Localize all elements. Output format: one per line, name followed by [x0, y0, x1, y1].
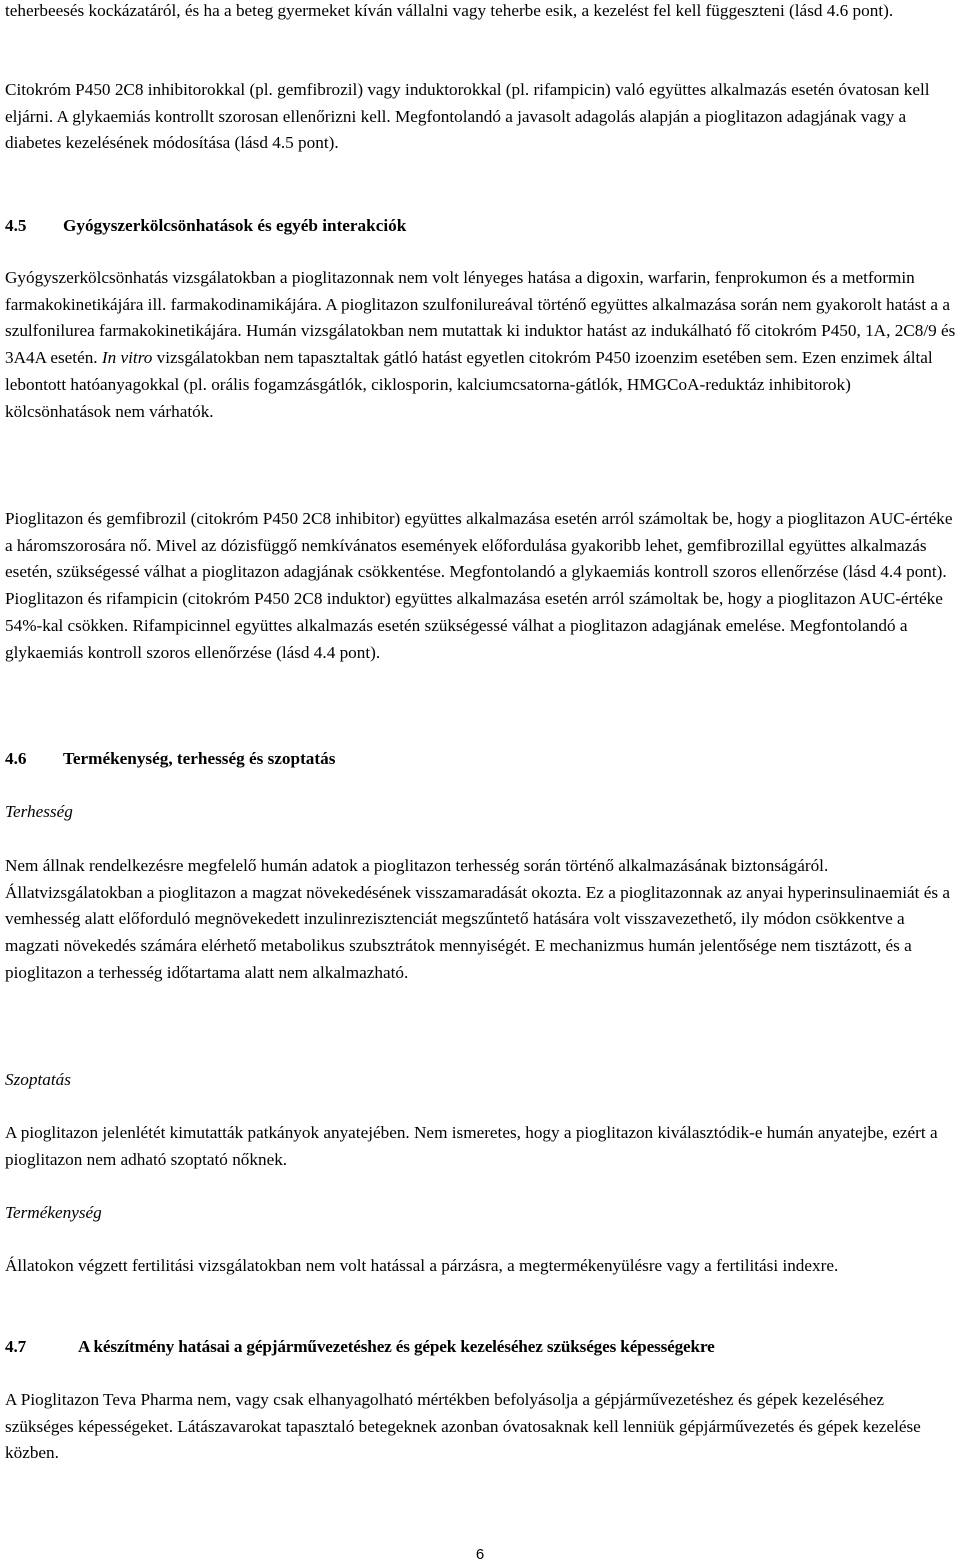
section-4-6-paragraph-3 [5, 1253, 957, 1280]
paragraph-text: Állatokon végzett fertilitási vizsgálatokban nem volt hatással a párzásra, a megtermékenyülésre vagy a fertilitási indexre. [5, 1256, 839, 1275]
page-number: 6 [475, 1546, 485, 1563]
section-4-7-heading [5, 1334, 957, 1361]
intro-paragraph-1 [5, 0, 957, 25]
section-4-6-paragraph-1 [5, 853, 957, 987]
section-4-6-paragraph-2 [5, 1120, 957, 1173]
subheading-szoptatas [5, 1067, 957, 1094]
paragraph-text: A pioglitazon jelenlétét kimutatták patkányok anyatejében. Nem ismeretes, hogy a pioglitazon kiválasztódik-e humán anyatejbe, ezért a pioglitazon nem adható szoptató nőknek. [5, 1123, 938, 1169]
intro-paragraph-2 [5, 77, 957, 157]
section-title: Termékenység, terhesség és szoptatás [63, 749, 336, 768]
section-number: 4.5 [5, 216, 27, 235]
subheading-text: Szoptatás [5, 1070, 71, 1089]
paragraph-text: A Pioglitazon Teva Pharma nem, vagy csak elhanyagolható mértékben befolyásolja a gépjárművezetéshez és gépek kezeléséhez szükséges képességeket. Látászavarokat tapasztaló betegeknek azonban óvatosaknak kell lenniük gépjárművezetés és gépek kezelése közben. [5, 1390, 921, 1463]
paragraph-text: teherbeesés kockázatáról, és ha a beteg gyermeket kíván vállalni vagy teherbe esik, a kezelést fel kell függeszteni (lásd 4.6 pont). [5, 1, 894, 20]
paragraph-text: Citokróm P450 2C8 inhibitorokkal (pl. gemfibrozil) vagy induktorokkal (pl. rifampicin) való együttes alkalmazás esetén óvatosan kell eljárni. A glykaemiás kontrollt szorosan ellenőrizni kell. Megfontolandó a javasolt adagolás alapján a pioglitazon adagjának vagy a diabetes kezelésének módosítása (lásd 4.5 pont). [5, 80, 930, 153]
subheading-terhesseg [5, 799, 957, 826]
paragraph-text: Pioglitazon és gemfibrozil (citokróm P450 2C8 inhibitor) együttes alkalmazása esetén arról számoltak be, hogy a pioglitazon AUC-értéke a háromszorosára nő. Mivel az dózisfüggő nemkívánatos események előfordulása gyakoribb lehet, gemfibrozillal együttes alkalmazás esetén, szükségessé válhat a pioglitazon adagjának csökkentése. Megfontolandó a glykaemiás kontroll szoros ellenőrzése (lásd 4.4 pont). Pioglitazon és rifampicin (citokróm P450 2C8 induktor) együttes alkalmazása esetén arról számoltak be, hogy a pioglitazon AUC-értéke 54%-kal csökken. Rifampicinnel együttes alkalmazás esetén szükségessé válhat a pioglitazon adagjának emelése. Megfontolandó a glykaemiás kontroll szoros ellenőrzése (lásd 4.4 pont). [5, 509, 953, 662]
section-4-5-paragraph-1 [5, 265, 957, 425]
paragraph-text: Nem állnak rendelkezésre megfelelő humán adatok a pioglitazon terhesség során történő alkalmazásának biztonságáról. Állatvizsgálatokban a pioglitazon a magzat növekedésének visszamaradását okozta. Ez a pioglitazonnak az anyai hyperinsulinaemiát és a vemhesség alatt előforduló megnövekedett inzulinrezisztenciát megszűntető hatására volt visszavezethető, ily módon csökkentve a magzati növekedés számára elérhető metabolikus szubsztrátok mennyiségét. E mechanizmus humán jelentősége nem tisztázott, és a pioglitazon a terhesség időtartama alatt nem alkalmazható. [5, 856, 950, 982]
section-number: 4.7 [5, 1337, 27, 1356]
section-title: Gyógyszerkölcsönhatások és egyéb interakciók [63, 216, 407, 235]
section-4-5-paragraph-2 [5, 506, 957, 666]
section-number: 4.6 [5, 749, 27, 768]
subheading-text: Terhesség [5, 802, 73, 821]
section-4-7-paragraph-1 [5, 1387, 957, 1467]
section-4-6-heading [5, 746, 957, 773]
subheading-termekenyseg [5, 1200, 957, 1227]
paragraph-text [5, 265, 957, 425]
text-run: Gyógyszerkölcsönhatás vizsgálatokban a pioglitazonnak nem volt lényeges hatása a digoxin, warfarin, fenprokumon és a metformin farmakokinetikájára ill. farmakodinamikájára. A pioglitazon szulfonilureával történő együttes alkalmazása során nem gyakorolt hatást a a szulfonilurea farmakokinetikájára. Humán vizsgálatokban nem mutattak ki induktor hatást az indukálható fő citokróm P450, 1A, 2C8/9 és 3A4A esetén. [5, 268, 956, 368]
subheading-text: Termékenység [5, 1203, 102, 1222]
text-run: vizsgálatokban nem tapasztaltak gátló hatást egyetlen citokróm P450 izoenzim esetében sem. Ezen enzimek által lebontott hatóanyagokkal (pl. orális fogamzásgátlók, ciklosporin, kalciumcsatorna-gátlók, HMGCoA-reduktáz inhibitorok) kölcsönhatások nem várhatók. [5, 348, 933, 421]
italic-term: In vitro [101, 348, 153, 368]
section-4-5-heading [5, 213, 957, 240]
section-title: A készítmény hatásai a gépjárművezetéshez és gépek kezeléséhez szükséges képességekre [78, 1337, 715, 1356]
